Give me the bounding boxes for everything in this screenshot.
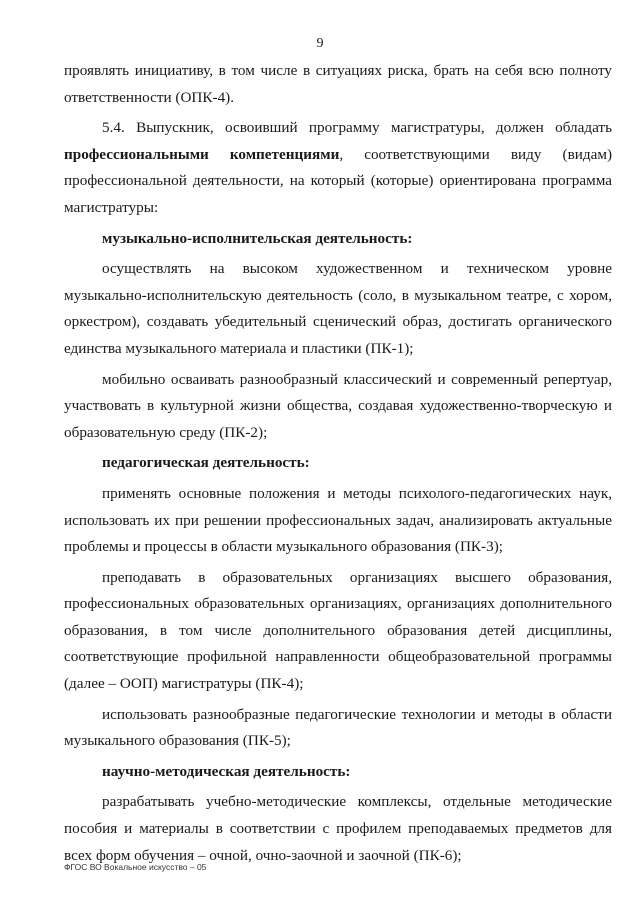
paragraph-pk4: преподавать в образовательных организациях высшего образования, профессиональных образовательных организациях, организациях дополнительного образования, в том числе дополнительного образования детей дисциплины, соответствующие профильной направленности общеобразовательной программы (далее – ООП) магистратуры (ПК-4); xyxy=(64,568,612,693)
paragraph-5-4 xyxy=(64,115,612,221)
paragraph-pk1: осуществлять на высоком художественном и техническом уровне музыкально-исполнительскую деятельность (соло, в музыкальном театре, с хором, оркестром), создавать убедительный сценический образ, достигать органического единства музыкального материала и пластики (ПК-1); xyxy=(64,260,612,357)
paragraph-pk2: мобильно осваивать разнообразный классический и современный репертуар, участвовать в культурной жизни общества, создавая художественно-творческую и образовательную среду (ПК-2); xyxy=(64,370,612,441)
section-heading-performance: музыкально-исполнительская деятельность: xyxy=(102,229,413,247)
page-number: 9 xyxy=(316,36,324,51)
paragraph-5-4-start: 5.4. Выпускник, освоивший программу магистратуры, должен обладать xyxy=(102,119,612,137)
section-heading-scientific: научно-методическая деятельность: xyxy=(102,762,351,780)
paragraph-5-4-bold-term: профессиональными компетенциями xyxy=(64,145,340,163)
paragraph-pk6: разрабатывать учебно-методические комплексы, отдельные методические пособия и материалы в соответствии с профилем преподаваемых предметов для всех форм обучения – очной, очно-заочной и заочной (ПК-6); xyxy=(64,793,612,864)
section-heading-pedagogical: педагогическая деятельность: xyxy=(102,454,310,472)
page-footer: ФГОС ВО Вокальное искусство – 05 xyxy=(64,862,207,872)
paragraph-pk5: использовать разнообразные педагогические технологии и методы в области музыкального образования (ПК-5); xyxy=(64,705,612,750)
document-body xyxy=(64,58,612,873)
paragraph-5-4-end: , соответствующими виду (видам) профессиональной деятельности, на который (которые) ориентирована программа магистратуры: xyxy=(64,145,613,216)
paragraph-opk4: проявлять инициативу, в том числе в ситуациях риска, брать на себя всю полноту ответственности (ОПК-4). xyxy=(64,62,612,106)
paragraph-pk3: применять основные положения и методы психолого-педагогических наук, использовать их при решении профессиональных задач, анализировать актуальные проблемы и процессы в области музыкального образования (ПК-3); xyxy=(64,484,612,556)
